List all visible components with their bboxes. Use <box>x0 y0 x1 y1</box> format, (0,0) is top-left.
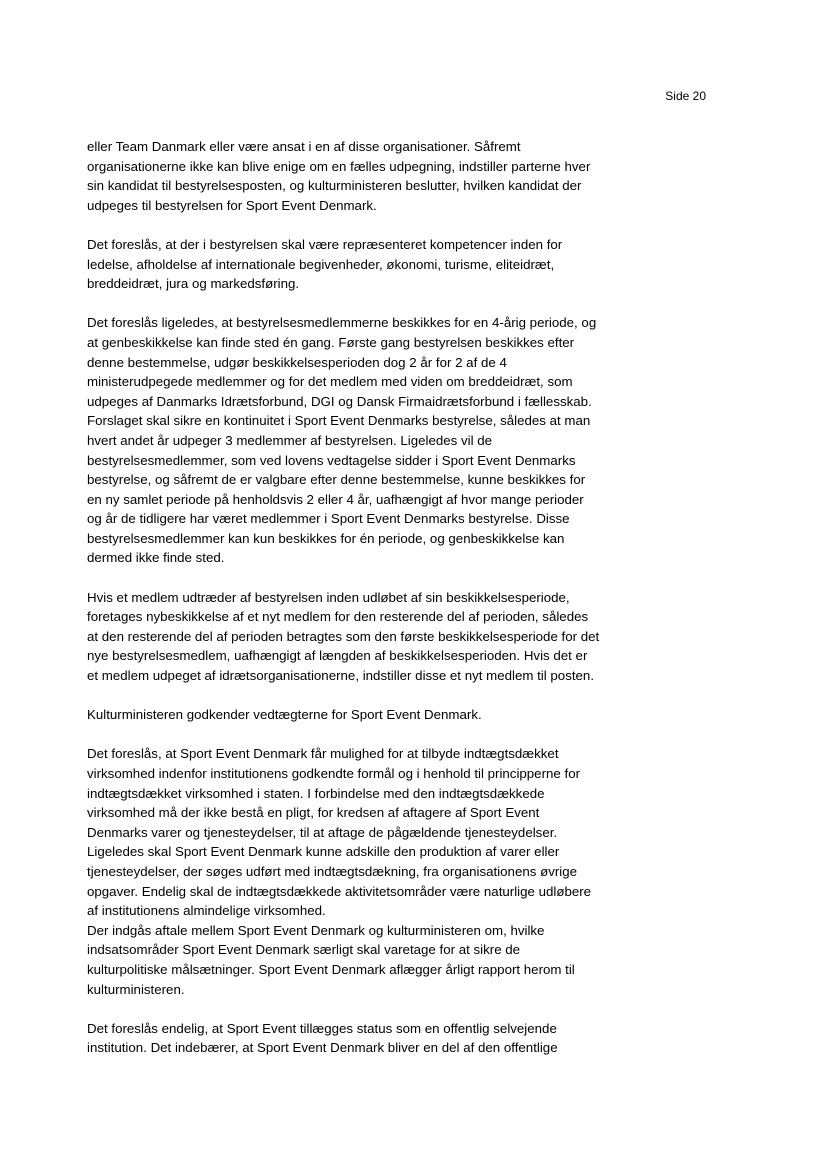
text-line: bestyrelse, og såfremt de er valgbare efter denne bestemmelse, kunne beskikkes for <box>87 472 586 488</box>
paragraph-spacer <box>87 568 637 588</box>
text-line: Forslaget skal sikre en kontinuitet i Sport Event Denmarks bestyrelse, således at man <box>87 413 591 429</box>
paragraph <box>87 235 637 294</box>
paragraph <box>87 137 637 215</box>
text-line: denne bestemmelse, udgør beskikkelsesperioden dog 2 år for 2 af de 4 <box>87 354 507 370</box>
text-line: virksomhed indenfor institutionens godkendte formål og i henhold til principperne for <box>87 766 581 781</box>
text-line: Der indgås aftale mellem Sport Event Denmark og kulturministeren om, hvilke <box>87 922 545 938</box>
text-line: organisationerne ikke kan blive enige om en fælles udpegning, indstiller parterne hver <box>87 158 591 174</box>
paragraph-spacer <box>87 215 637 235</box>
text-line: tjenesteydelser, der søges udført med indtægtsdækning, fra organisationens øvrige <box>87 863 578 879</box>
text-line: indtægtsdækket virksomhed i staten. I forbindelse med den indtægtsdækkede <box>87 785 545 801</box>
paragraph-spacer <box>87 294 637 314</box>
text-line: Ligeledes skal Sport Event Denmark kunne adskille den produktion af varer eller <box>87 844 560 860</box>
paragraph <box>87 705 637 725</box>
paragraph <box>87 1019 637 1058</box>
text-line: Det foreslås, at der i bestyrelsen skal være repræsenteret kompetencer inden for <box>87 236 563 252</box>
text-line: bestyrelsesmedlemmer kan kun beskikkes for én periode, og genbeskikkelse kan <box>87 530 565 546</box>
text-line: nye bestyrelsesmedlem, uafhængigt af længden af beskikkelsesperioden. Hvis det er <box>87 648 588 664</box>
paragraph <box>87 588 637 686</box>
text-line: Det foreslås ligeledes, at bestyrelsesmedlemmerne beskikkes for en 4-årig periode, og <box>87 315 597 331</box>
paragraph <box>87 744 637 999</box>
paragraph-spacer <box>87 686 637 706</box>
text-line: ledelse, afholdelse af internationale begivenheder, økonomi, turisme, eliteidræt, <box>87 256 555 272</box>
text-line: virksomhed må der ikke bestå en pligt, for kredsen af aftagere af Sport Event <box>87 805 540 821</box>
paragraph-spacer <box>87 725 637 745</box>
text-line: breddeidræt, jura og markedsføring. <box>87 276 300 292</box>
text-line: kulturministeren. <box>87 981 185 997</box>
text-line: en ny samlet periode på henholdsvis 2 eller 4 år, uafhængigt af hvor mange perioder <box>87 491 584 507</box>
document-body <box>87 137 637 1058</box>
paragraph <box>87 313 637 568</box>
text-line: Denmarks varer og tjenesteydelser, til at aftage de pågældende tjenesteydelser. <box>87 824 558 840</box>
text-line: af institutionens almindelige virksomhed. <box>87 903 326 919</box>
text-line: at genbeskikkelse kan finde sted én gang. Første gang bestyrelsen beskikkes efter <box>87 334 575 350</box>
text-line: Det foreslås, at Sport Event Denmark får mulighed for at tilbyde indtægtsdækket <box>87 746 559 762</box>
text-line: sin kandidat til bestyrelsesposten, og kulturministeren beslutter, hvilken kandidat der <box>87 178 582 194</box>
text-line: foretages nybeskikkelse af et nyt medlem for den resterende del af perioden, således <box>87 609 589 625</box>
text-line: dermed ikke finde sted. <box>87 550 225 566</box>
page-number: Side 20 <box>665 89 706 103</box>
paragraph-spacer <box>87 999 637 1019</box>
text-line: Kulturministeren godkender vedtægterne for Sport Event Denmark. <box>87 707 482 723</box>
text-line: Det foreslås endelig, at Sport Event tillægges status som en offentlig selvejende <box>87 1020 557 1036</box>
text-line: indsatsområder Sport Event Denmark særligt skal varetage for at sikre de <box>87 942 521 958</box>
text-line: Hvis et medlem udtræder af bestyrelsen inden udløbet af sin beskikkelsesperiode, <box>87 589 570 605</box>
text-line: bestyrelsesmedlemmer, som ved lovens vedtagelse sidder i Sport Event Denmarks <box>87 452 576 468</box>
text-line: udpeges af Danmarks Idrætsforbund, DGI og Dansk Firmaidrætsforbund i fællesskab. <box>87 393 592 409</box>
text-line: institution. Det indebærer, at Sport Event Denmark bliver en del af den offentlige <box>87 1040 558 1056</box>
text-line: et medlem udpeget af idrætsorganisationerne, indstiller disse et nyt medlem til posten. <box>87 668 595 684</box>
text-line: at den resterende del af perioden betragtes som den første beskikkelsesperiode for det <box>87 628 600 644</box>
text-line: udpeges til bestyrelsen for Sport Event Denmark. <box>87 197 377 213</box>
text-line: ministerudpegede medlemmer og for det medlem med viden om breddeidræt, som <box>87 374 573 390</box>
text-line: kulturpolitiske målsætninger. Sport Event Denmark aflægger årligt rapport herom til <box>87 961 575 977</box>
text-line: hvert andet år udpeger 3 medlemmer af bestyrelsen. Ligeledes vil de <box>87 432 493 448</box>
text-line: og år de tidligere har været medlemmer i Sport Event Denmarks bestyrelse. Disse <box>87 511 570 527</box>
text-line: eller Team Danmark eller være ansat i en af disse organisationer. Såfremt <box>87 139 521 154</box>
text-line: opgaver. Endelig skal de indtægtsdækkede aktivitetsområder være naturlige udløbere <box>87 883 592 899</box>
